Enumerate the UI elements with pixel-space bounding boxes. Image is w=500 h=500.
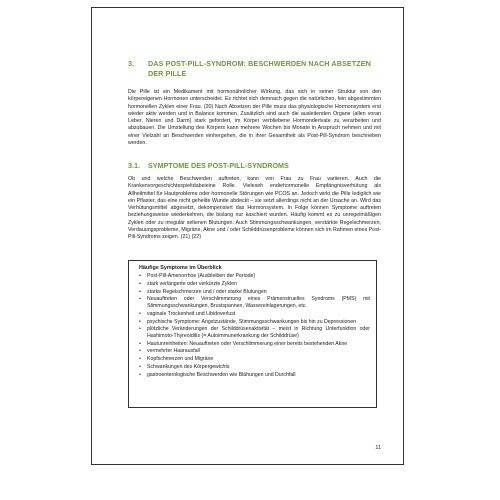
bullet-icon: • [139,371,141,378]
bullet-icon: • [139,364,141,370]
bullet-icon: • [139,296,141,303]
bullet-icon: • [139,326,141,333]
bullet-icon: • [139,310,141,317]
list-item-text: Neuauftreten oder Verschlimmerung eines Prämenstruelles Syndroms (PMS) mit Stimmungsschwankungen, Brustspannen, Wassereinlagerungen, etc. [147,296,370,309]
subsection-title: SYMPTOME DES POST-PILL-SYNDROMS [148,161,289,170]
list-item [139,289,370,296]
subsection-number: 3.1. [128,161,140,170]
list-item-text: Hautunreinheiten: Neuauftreten oder Verschlimmerung einer bereits bestehenden Akne [147,340,348,347]
list-item [139,341,370,348]
list-item [139,311,370,318]
list-item-text: starke Regelschmerzen und / oder starke Blutungen [147,288,267,295]
intro-paragraph: Die Pille ist ein Medikament mit hormonähnlicher Wirkung, das sich in seiner Struktur von den körpereigenen Hormonen unterscheidet. Es richtet sich demnach gegen die natürlichen, fein abgestimmten hormonellen Zyklen einer Frau. (20) Nach Absetzen der Pille muss das physiologische Hormonsystem erst wieder aktiv werden und in Balance kommen. Zusätzlich sind auch die ausleitenden Organe (allen voran Leber, Nieren und Darm) stark gefordert, im Körper verbliebene Hormonderivate zu verarbeiten und abzubauen. Die Umstellung des Körpers kann mehrere Wochen bis Monate in Anspruch nehmen und mit einer Vielzahl an Beschwerden einhergehen, die in ihrer Gesamtheit als Post-Pill-Syndrom beschrieben werden. [128,89,381,147]
list-item-text: stark verlängerte oder verkürzte Zyklen [147,280,237,287]
list-item-text: Post-Pill-Amenorrhoe (Ausbleiben der Periode) [147,273,256,279]
list-item-text: gastroenterologische Beschwerden wie Blähungen und Durchfall [147,371,296,378]
bullet-icon: • [139,356,141,363]
symptom-list [139,273,370,378]
list-item-text: vermehrter Haarausfall [147,348,200,355]
subsection-heading [128,161,378,170]
list-item [139,326,370,339]
list-item-text: vaginale Trockenheit und Libidoverlust [147,310,236,317]
list-item [139,364,370,371]
bullet-icon: • [139,273,141,279]
list-item-text: Kopfschmerzen und Migräne [147,356,214,363]
bullet-icon: • [139,280,141,287]
section-title: DAS POST-PILL-SYNDROM: BESCHWERDEN NACH ABSETZEN DER PILLE [148,59,371,78]
document-page [91,7,404,465]
page-number: 11 [375,445,381,451]
list-item-text: plötzliche Veränderungen der Schilddrüsenaktivität – meist in Richtung Unterfunktion oder Hashimoto-Thyreoiditis (= Autoimmunerkrankung der Schilddrüse) [147,326,370,339]
list-item [139,296,370,309]
bullet-icon: • [139,348,141,355]
subsection-paragraph: Ob und welche Beschwerden auftreten, kann von Frau zu Frau variieren. Auch die Krankenvorgeschichtespieltdabeieine Rolle. Vieleseh endiehormonelle Empfängnisverhütung als Allheilmittel für Hautprobleme oder hormonelle Störungen wie PCOS an. Jedoch wirkt die Pille lediglich wie ein Pflaster, das eine nicht geheilte Wunde abdeckt – sie setzt allerdings nicht an der Ursache an. Wird das Verhütungsmittel abgesetzt, dekompensiert das Hormonsystem. In Folge können Symptome auftreten beziehungsweise wiederkehren, die bislang nur kaschiert wurden. Häufig kommt es zu unregelmäßigen Zyklen oder zu irregulär seltenen Blutungen. Auch Stimmungsschwankungen, verstärkte Regelschmerzen, Verdauungsprobleme, Migräne, Akne und / oder Schilddrüsenprobleme können sich im Rahmen eines Post-Pill-Syndroms zeigen. (21) (22) [128,176,381,241]
list-item [139,356,370,363]
bullet-icon: • [139,318,141,325]
symptom-box-title: Häufige Symptome im Überblick [139,265,222,271]
symptom-box [128,260,377,408]
section-heading [128,59,378,78]
list-item-text: psychische Symptome: Angstzustände, Stimmungsschwankungen bis hin zu Depressionen [147,318,357,325]
bullet-icon: • [139,340,141,347]
bullet-icon: • [139,288,141,295]
list-item [139,273,370,280]
list-item-text: Schwankungen des Körpergewichts [147,364,230,370]
list-item [139,319,370,326]
section-number: 3. [128,59,135,68]
list-item [139,281,370,288]
list-item [139,372,370,379]
list-item [139,348,370,355]
